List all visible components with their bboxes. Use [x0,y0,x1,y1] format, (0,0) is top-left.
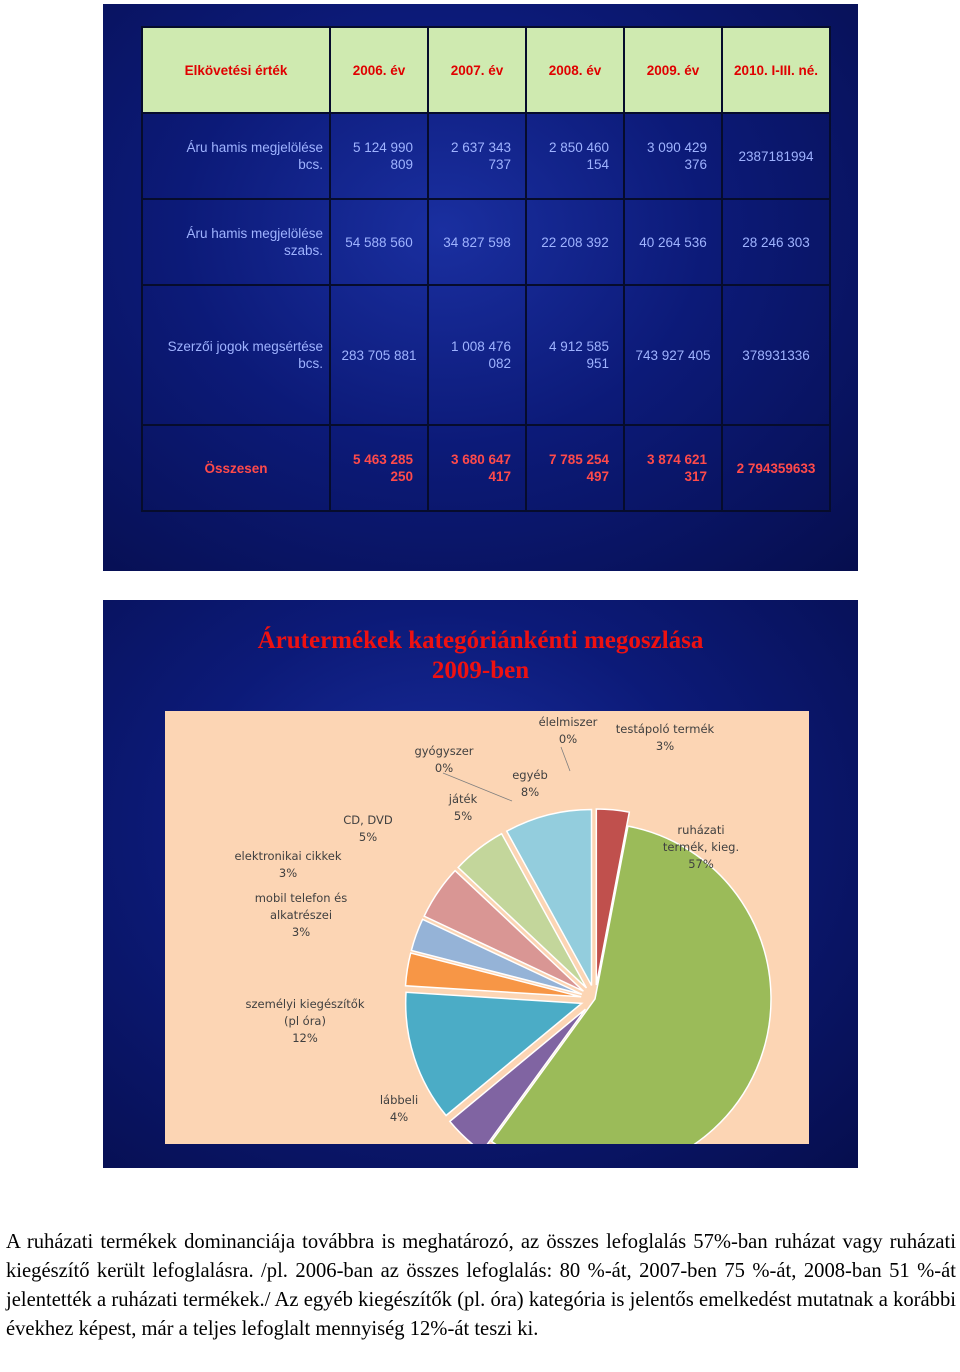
table-row [142,113,830,199]
pie-chart [165,711,809,1144]
header-cell: 2009. év [624,27,722,113]
table-cell: 3 090 429 376 [624,113,722,199]
crime-value-table [141,26,831,512]
pie-label-jatek: játék 5% [448,792,478,823]
table-row [142,285,830,425]
pie-label-szemelyi-kiegeszitok-pl-ora: személyi kiegészítők (pl óra) 12% [245,997,365,1045]
header-cell: 2007. év [428,27,526,113]
row-label: Áru hamis megjelölése szabs. [142,199,330,285]
table-cell: 7 785 254 497 [526,425,624,511]
pie-label-cd-dvd: CD, DVD 5% [343,813,393,844]
table-cell: 4 912 585 951 [526,285,624,425]
table-cell: 34 827 598 [428,199,526,285]
table-cell: 283 705 881 [330,285,428,425]
table-cell: 2 637 343 737 [428,113,526,199]
table-cell: 1 008 476 082 [428,285,526,425]
pie-label-gyogyszer: gyógyszer 0% [414,744,474,775]
table-cell: 743 927 405 [624,285,722,425]
pie-label-testapolo-termek: testápoló termék 3% [615,722,715,753]
leader-line [561,747,570,771]
table-cell: 2387181994 [722,113,830,199]
statistics-slide [103,4,858,571]
chart-slide [103,600,858,1168]
chart-subtitle: 2009-ben [431,657,530,684]
row-label: Áru hamis megjelölése bcs. [142,113,330,199]
chart-title: Árutermékek kategóriánkénti megoszlása [257,627,704,654]
table-cell: 5 124 990 809 [330,113,428,199]
row-label: Szerzői jogok megsértése bcs. [142,285,330,425]
table-cell: 3 680 647 417 [428,425,526,511]
table-cell: 2 794359633 [722,425,830,511]
table-row [142,199,830,285]
table-cell: 40 264 536 [624,199,722,285]
table-cell: 378931336 [722,285,830,425]
body-paragraph: A ruházati termékek dominanciája továbbra is meghatározó, az összes lefoglalás 57%-ban ruházat vagy ruházati kiegészítő került lefoglalásra. /pl. 2006-ban az összes lefoglalás: 80 %-át, 2007-ben 75 %-át, 2008-ban 51 %-át jelentették a ruházati termékek./ Az egyéb kiegészítők (pl. óra) kategória is jelentős emelkedést mutatnak a korábbi évekhez képest, már a teljes lefoglalt mennyiség 12%-át teszi ki. [6,1231,956,1340]
header-cell: 2008. év [526,27,624,113]
table-header-row [142,27,830,113]
pie-label-elektronikai-cikkek: elektronikai cikkek 3% [234,849,342,880]
header-cell: Elkövetési érték [142,27,330,113]
header-cell: 2010. I-III. né. [722,27,830,113]
table-cell: 5 463 285 250 [330,425,428,511]
table-total-row [142,425,830,511]
pie-label-egyeb: egyéb 8% [512,768,548,799]
table-cell: 22 208 392 [526,199,624,285]
table-cell: 28 246 303 [722,199,830,285]
row-label: Összesen [142,425,330,511]
pie-label-mobil-telefon-es-alkatreszei: mobil telefon és alkatrészei 3% [254,891,348,939]
pie-chart-svg [165,711,809,1144]
header-cell: 2006. év [330,27,428,113]
table-cell: 54 588 560 [330,199,428,285]
pie-label-ruhazati-termek-kieg: ruházati termék, kieg. 57% [662,823,740,871]
pie-label-elelmiszer: élelmiszer 0% [538,715,598,746]
pie-label-labbeli: lábbeli 4% [379,1093,419,1124]
table-cell: 3 874 621 317 [624,425,722,511]
table-cell: 2 850 460 154 [526,113,624,199]
